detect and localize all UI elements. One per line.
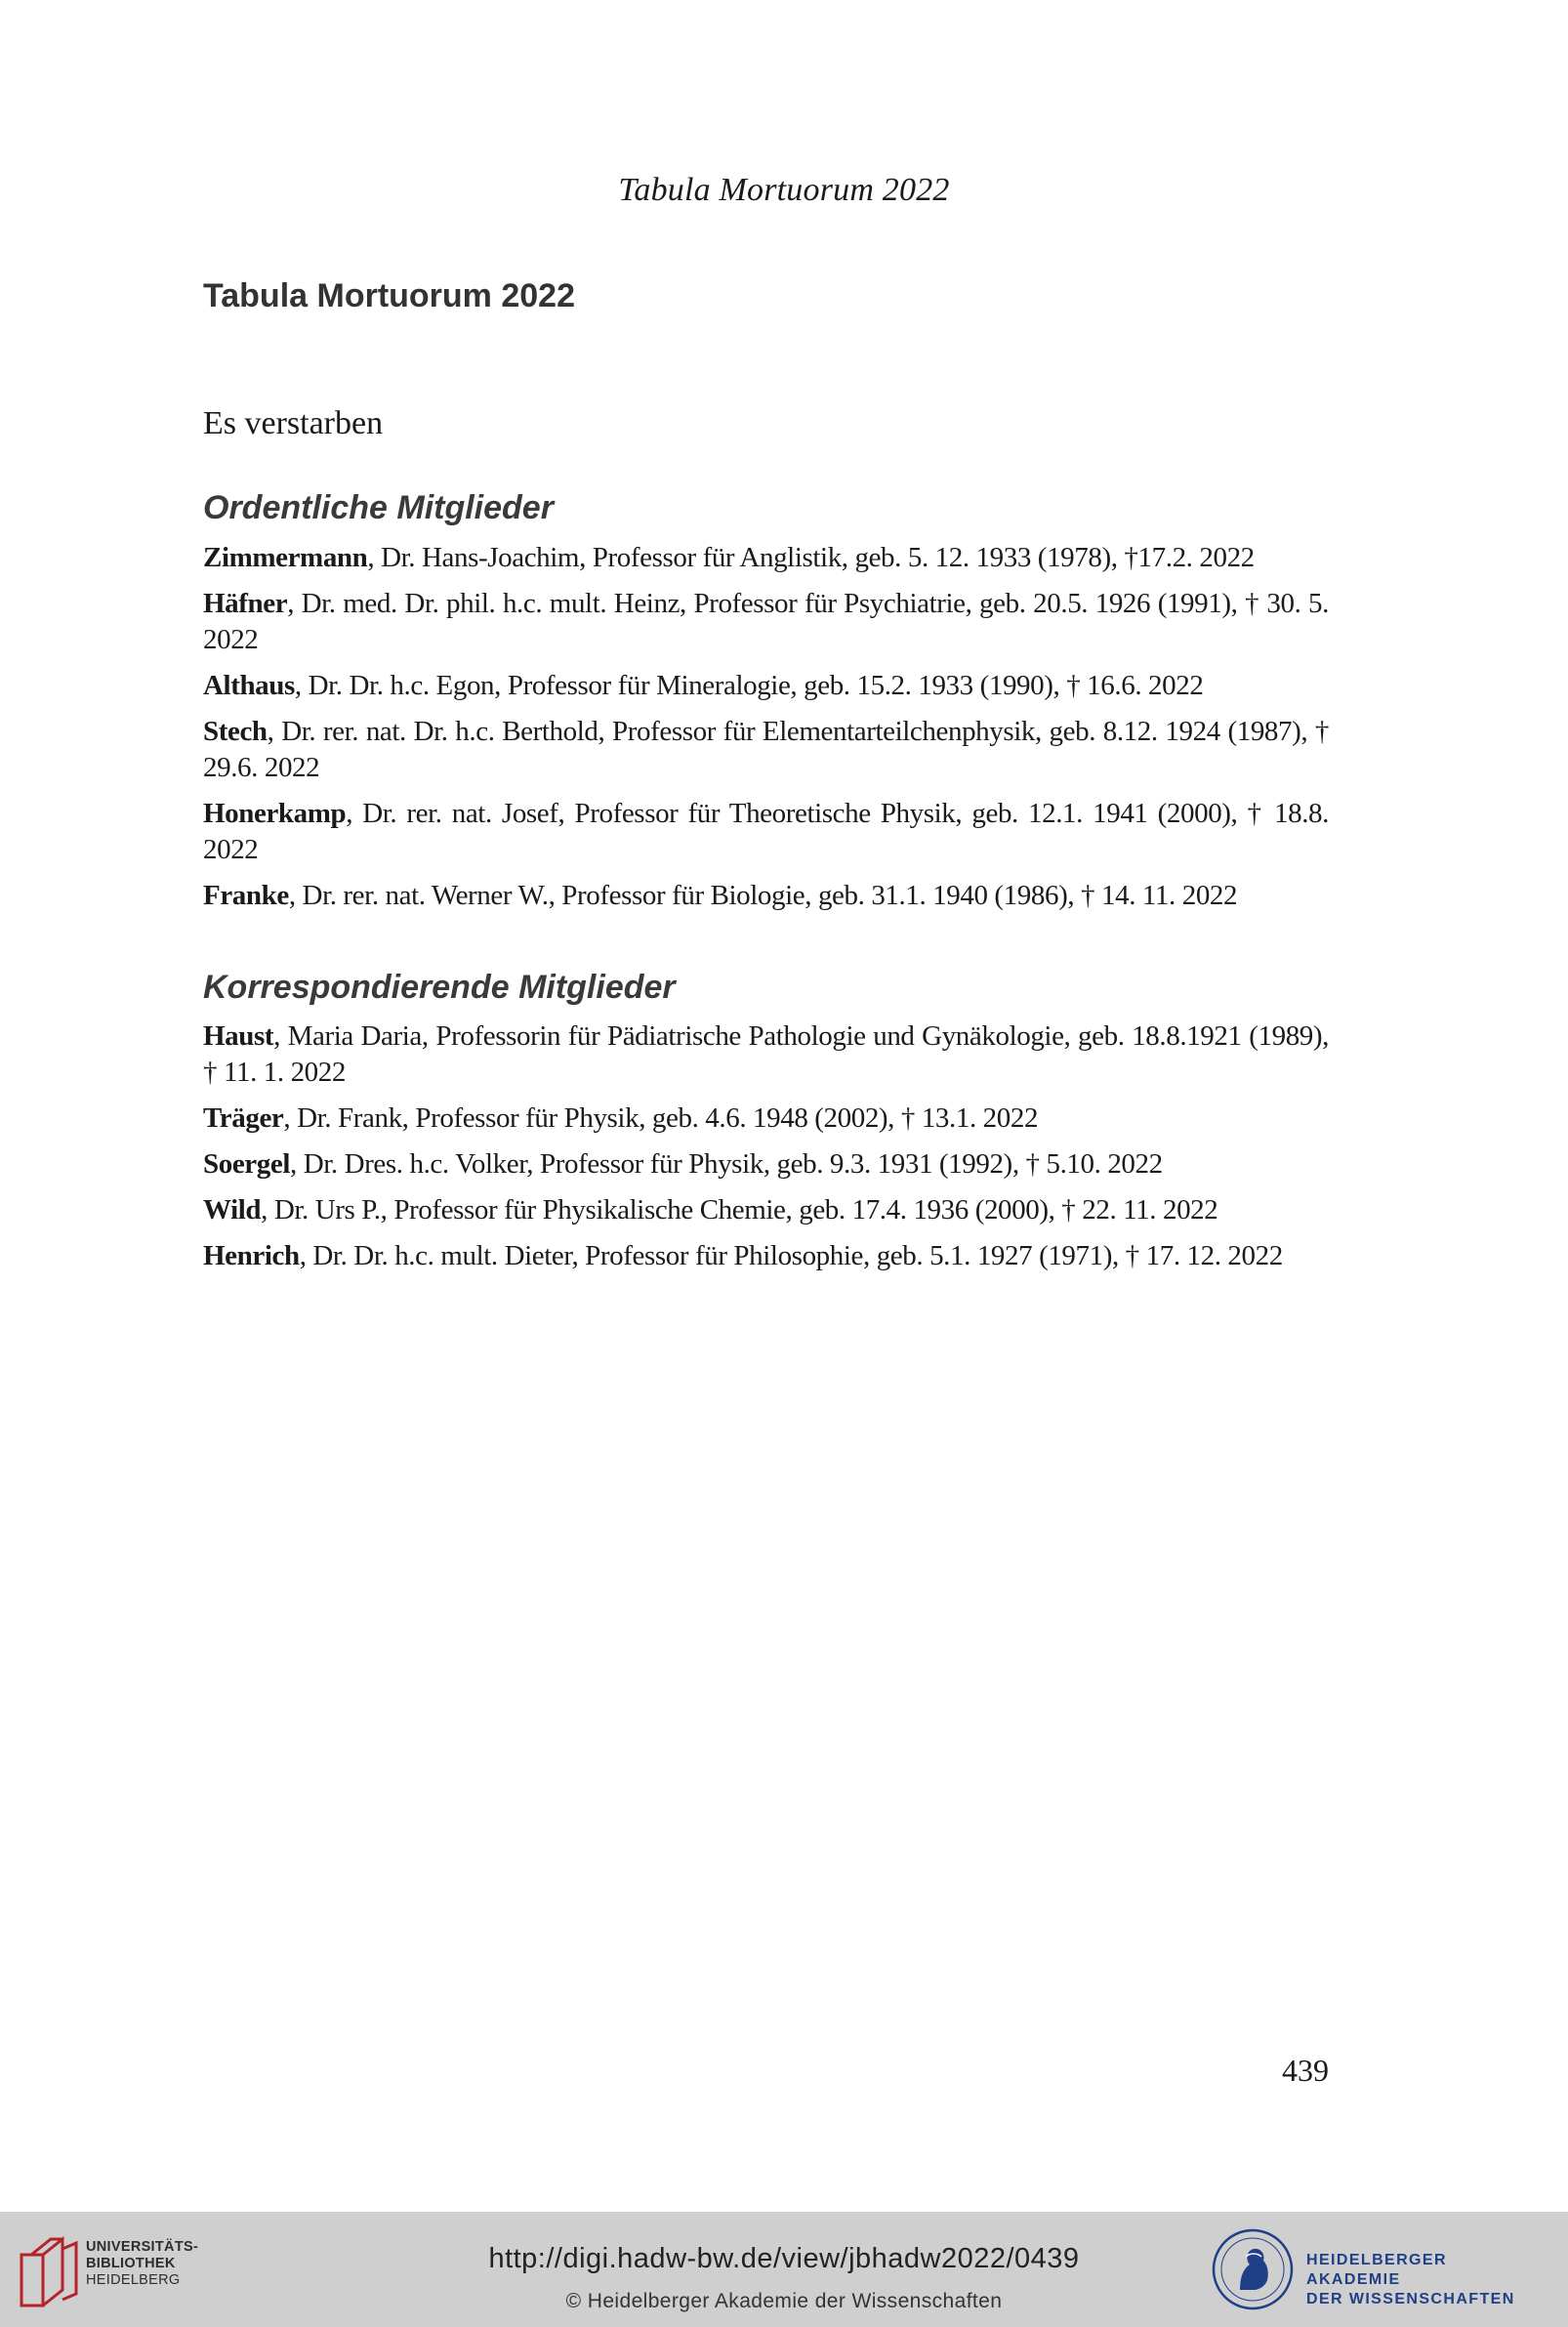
list-item (203, 586, 1329, 658)
list-item (203, 796, 1329, 868)
member-details: , Dr. med. Dr. phil. h.c. mult. Heinz, Professor für Psychiatrie, geb. 20.5. 1926 (1991), † 30. 5. 2022 (203, 588, 1329, 655)
hadw-logo-line: DER WISSENSCHAFTEN (1306, 2291, 1515, 2307)
section-title: Tabula Mortuorum 2022 (203, 277, 575, 314)
member-details: , Maria Daria, Professorin für Pädiatrische Pathologie und Gynäkologie, geb. 18.8.1921 (1989), † 11. 1. 2022 (203, 1020, 1329, 1088)
footer-copyright: © Heidelberger Akademie der Wissenschaften (565, 2290, 1003, 2312)
member-details: , Dr. Urs P., Professor für Physikalische Chemie, geb. 17.4. 1936 (2000), † 22. 11. 2022 (261, 1194, 1218, 1226)
member-name: Haust (203, 1020, 274, 1052)
member-details: , Dr. Dr. h.c. mult. Dieter, Professor für Philosophie, geb. 5.1. 1927 (1971), † 17. 12. 2022 (299, 1240, 1283, 1271)
hadw-logo-line: HEIDELBERGER AKADEMIE (1306, 2252, 1447, 2288)
member-name: Häfner (203, 588, 288, 619)
footer-bar (0, 2212, 1568, 2327)
list-item (203, 1192, 1329, 1228)
footer-url-link[interactable]: http://digi.hadw-bw.de/view/jbhadw2022/0439 (488, 2243, 1080, 2274)
list-korrespondierende-mitglieder (203, 1018, 1329, 1284)
member-name: Honerkamp (203, 798, 347, 829)
list-item (203, 1018, 1329, 1091)
ub-logo-line: BIBLIOTHEK (86, 2256, 176, 2271)
page-number: 439 (1282, 2053, 1329, 2088)
heading-ordentliche-mitglieder: Ordentliche Mitglieder (203, 489, 554, 526)
ub-logo-line: HEIDELBERG (86, 2272, 181, 2288)
member-name: Zimmermann (203, 542, 368, 573)
member-details: , Dr. Dres. h.c. Volker, Professor für Physik, geb. 9.3. 1931 (1992), † 5.10. 2022 (290, 1148, 1163, 1180)
intro-text: Es verstarben (203, 405, 384, 441)
hadw-logo-text (1306, 2251, 1543, 2309)
member-details: , Dr. rer. nat. Dr. h.c. Berthold, Professor für Elementarteilchenphysik, geb. 8.12. 1924 (1987), † 29.6. 2022 (203, 716, 1329, 783)
running-head: Tabula Mortuorum 2022 (618, 172, 950, 208)
list-item (203, 668, 1329, 704)
member-details: , Dr. Dr. h.c. Egon, Professor für Mineralogie, geb. 15.2. 1933 (1990), † 16.6. 2022 (294, 670, 1204, 701)
heading-korrespondierende-mitglieder: Korrespondierende Mitglieder (203, 969, 676, 1006)
member-name: Franke (203, 880, 289, 911)
member-details: , Dr. rer. nat. Werner W., Professor für Biologie, geb. 31.1. 1940 (1986), † 14. 11. 2022 (288, 880, 1238, 911)
member-details: , Dr. Hans-Joachim, Professor für Anglistik, geb. 5. 12. 1933 (1978), †17.2. 2022 (367, 542, 1255, 573)
member-name: Stech (203, 716, 268, 747)
member-name: Soergel (203, 1148, 291, 1180)
member-name: Althaus (203, 670, 295, 701)
list-item (203, 878, 1329, 914)
ub-logo-line: UNIVERSITÄTS- (86, 2239, 199, 2255)
list-item (203, 540, 1329, 576)
list-ordentliche-mitglieder (203, 540, 1329, 924)
list-item (203, 714, 1329, 786)
list-item (203, 1101, 1329, 1137)
member-name: Träger (203, 1102, 284, 1134)
list-item (203, 1238, 1329, 1274)
member-name: Wild (203, 1194, 262, 1226)
member-name: Henrich (203, 1240, 300, 1271)
member-details: , Dr. rer. nat. Josef, Professor für Theoretische Physik, geb. 12.1. 1941 (2000), † 18.8. 2022 (203, 798, 1329, 865)
member-details: , Dr. Frank, Professor für Physik, geb. 4.6. 1948 (2002), † 13.1. 2022 (283, 1102, 1039, 1134)
list-item (203, 1146, 1329, 1183)
hadw-logo[interactable] (1211, 2223, 1543, 2315)
hadw-seal-icon (1211, 2227, 1295, 2311)
